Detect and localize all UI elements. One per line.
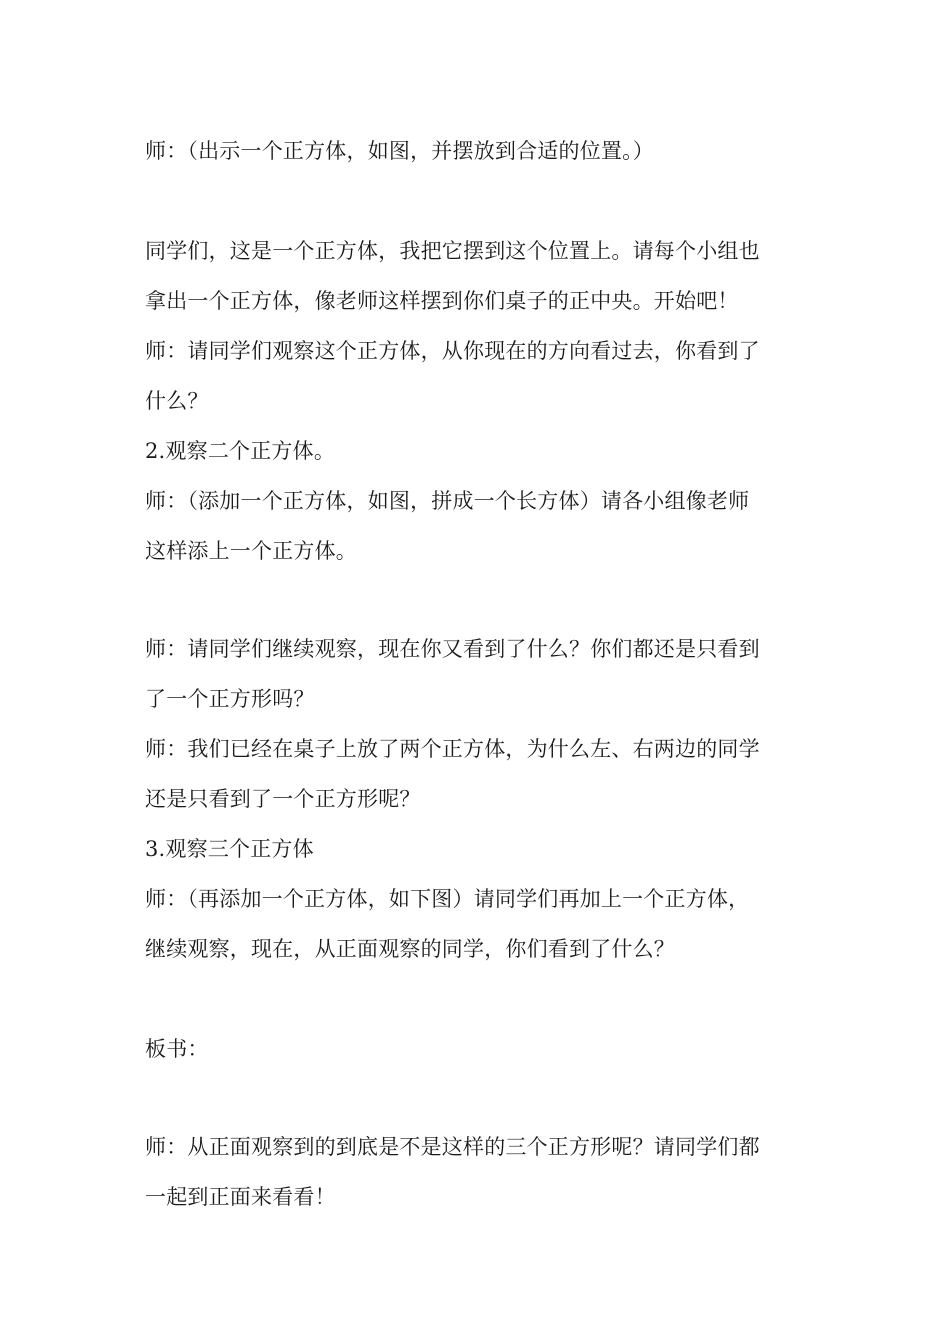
paragraph-line-2: 同学们，这是一个正方体，我把它摆到这个位置上。请每个小组也	[145, 239, 760, 263]
paragraph-line-3: 拿出一个正方体，像老师这样摆到你们桌子的正中央。开始吧！	[145, 289, 739, 313]
section-heading-3: 3.观察三个正方体	[145, 837, 314, 861]
paragraph-line-17: 师：从正面观察到的到底是不是这样的三个正方形呢？请同学们都	[145, 1135, 760, 1159]
paragraph-line-18: 一起到正面来看看！	[145, 1185, 336, 1209]
board-notes-label: 板书：	[145, 1037, 209, 1061]
paragraph-line-1: 师：（出示一个正方体，如图，并摆放到合适的位置。）	[145, 139, 654, 163]
paragraph-line-12: 还是只看到了一个正方形呢？	[145, 787, 421, 811]
paragraph-line-5: 什么？	[145, 389, 209, 413]
paragraph-line-11: 师：我们已经在桌子上放了两个正方体，为什么左、右两边的同学	[145, 737, 760, 761]
paragraph-line-4: 师：请同学们观察这个正方体，从你现在的方向看过去，你看到了	[145, 339, 760, 363]
paragraph-line-9: 师：请同学们继续观察，现在你又看到了什么？你们都还是只看到	[145, 637, 760, 661]
paragraph-line-7: 师：（添加一个正方体，如图，拼成一个长方体）请各小组像老师	[145, 489, 750, 513]
paragraph-line-15: 继续观察，现在，从正面观察的同学，你们看到了什么？	[145, 937, 675, 961]
paragraph-line-8: 这样添上一个正方体。	[145, 539, 357, 563]
paragraph-line-10: 了一个正方形吗？	[145, 687, 315, 711]
paragraph-line-14: 师：（再添加一个正方体，如下图）请同学们再加上一个正方体，	[145, 887, 750, 911]
section-heading-2: 2.观察二个正方体。	[145, 439, 336, 463]
